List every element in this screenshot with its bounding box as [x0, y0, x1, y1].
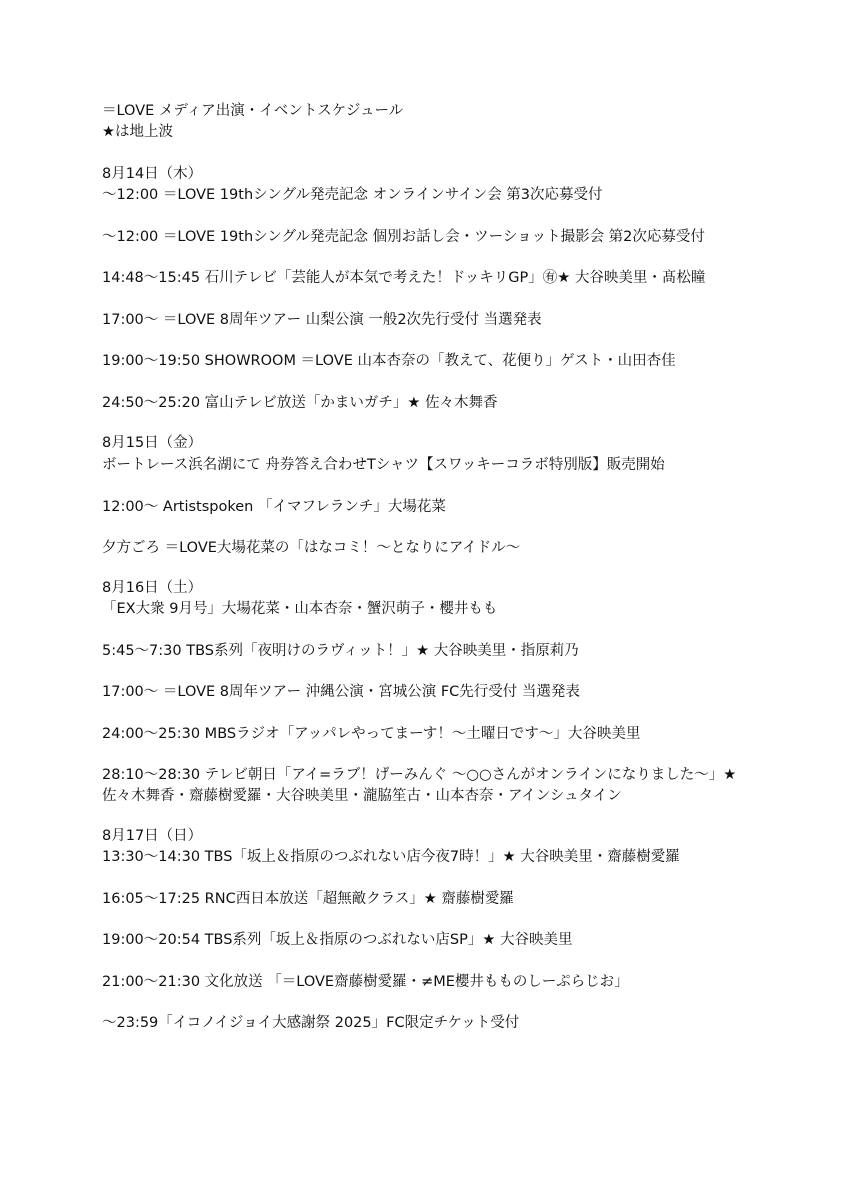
- date-heading: 8月17日（日）: [102, 828, 203, 844]
- schedule-entry: ボートレース浜名湖にて 舟券答え合わせTシャツ【スワッキーコラボ特別版】販売開始: [102, 457, 665, 473]
- schedule-entry: 「EX大衆 9月号」大場花菜・山本杏奈・蟹沢萌子・櫻井もも: [102, 601, 498, 617]
- schedule-entry: 〜12:00 ＝LOVE 19thシングル発売記念 オンラインサイン会 第3次応募受付: [102, 187, 603, 203]
- schedule-entry: 19:00〜19:50 SHOWROOM ＝LOVE 山本杏奈の「教えて、花便り」ゲスト・山田杏佳: [102, 353, 676, 369]
- schedule-entry: 16:05〜17:25 RNC西日本放送「超無敵クラス」★ 齋藤樹愛羅: [102, 891, 514, 907]
- schedule-entry: 夕方ごろ ＝LOVE大場花菜の「はなコミ！〜となりにアイドル〜: [102, 540, 521, 556]
- schedule-entry: 17:00〜 ＝LOVE 8周年ツアー 山梨公演 一般2次先行受付 当選発表: [102, 312, 542, 328]
- schedule-entry: 13:30〜14:30 TBS「坂上＆指原のつぶれない店今夜7時！」★ 大谷映美里・齋藤樹愛羅: [102, 849, 680, 865]
- date-heading: 8月14日（木）: [102, 166, 203, 182]
- schedule-entry: 19:00〜20:54 TBS系列「坂上＆指原のつぶれない店SP」★ 大谷映美里: [102, 932, 573, 948]
- schedule-entry: 21:00〜21:30 文化放送 「＝LOVE齋藤樹愛羅・≠ME櫻井もものしーぷらじお」: [102, 974, 629, 990]
- schedule-entry: 〜12:00 ＝LOVE 19thシングル発売記念 個別お話し会・ツーショット撮影会 第2次応募受付: [102, 229, 705, 245]
- date-heading: 8月16日（土）: [102, 580, 203, 596]
- schedule-entry: 24:50〜25:20 富山テレビ放送「かまいガチ」★ 佐々木舞香: [102, 395, 498, 411]
- schedule-entry: 14:48〜15:45 石川テレビ「芸能人が本気で考えた！ドッキリGP」㊒★ 大谷映美里・髙松瞳: [102, 270, 706, 286]
- date-heading: 8月15日（金）: [102, 435, 203, 451]
- schedule-entry: 17:00〜 ＝LOVE 8周年ツアー 沖縄公演・宮城公演 FC先行受付 当選発表: [102, 684, 580, 700]
- schedule-entry: 28:10〜28:30 テレビ朝日「アイ=ラブ！げーみんぐ 〜○○さんがオンラインになりました〜」★: [102, 767, 737, 783]
- schedule-entry: 〜23:59「イコノイジョイ大感謝祭 2025」FC限定チケット受付: [102, 1015, 520, 1031]
- schedule-entry: 佐々木舞香・齋藤樹愛羅・大谷映美里・瀧脇笙古・山本杏奈・アインシュタイン: [102, 788, 622, 804]
- schedule-entry: 12:00〜 Artistspoken 「イマフレランチ」大場花菜: [102, 499, 446, 515]
- legend-note: ★は地上波: [102, 124, 173, 140]
- document-title: ＝LOVE メディア出演・イベントスケジュール: [102, 103, 404, 119]
- schedule-entry: 5:45〜7:30 TBS系列「夜明けのラヴィット！」★ 大谷映美里・指原莉乃: [102, 643, 579, 659]
- schedule-entry: 24:00〜25:30 MBSラジオ「アッパレやってまーす！〜土曜日です〜」大谷映美里: [102, 726, 641, 742]
